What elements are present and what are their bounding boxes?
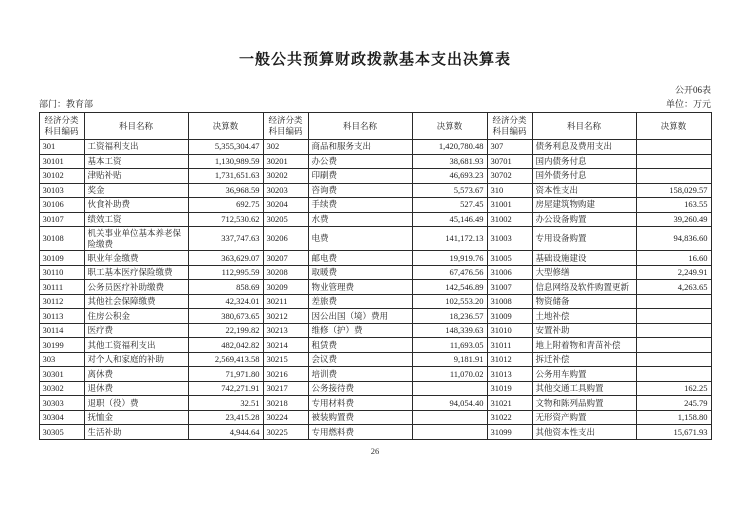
col-header-name: 科目名称 xyxy=(308,113,412,140)
subject-name-cell: 其他资本性支出 xyxy=(532,425,636,440)
subject-name-cell: 退职（役）费 xyxy=(84,396,188,411)
table-row xyxy=(39,154,711,169)
table-row xyxy=(39,367,711,382)
subject-code-cell: 30305 xyxy=(39,425,84,440)
subject-name-cell: 对个人和家庭的补助 xyxy=(84,352,188,367)
col-header-code-line1: 经济分类 xyxy=(492,115,527,126)
subject-code-cell: 30101 xyxy=(39,154,84,169)
amount-cell: 45,146.49 xyxy=(412,212,487,227)
subject-name-cell: 离休费 xyxy=(84,367,188,382)
amount-cell: 142,546.89 xyxy=(412,280,487,295)
amount-cell: 2,569,413.58 xyxy=(188,352,263,367)
subject-name-cell: 信息网络及软件购置更新 xyxy=(532,280,636,295)
subject-code-cell: 30113 xyxy=(39,309,84,324)
amount-cell: 11,070.02 xyxy=(412,367,487,382)
subject-name-cell: 国内债务付息 xyxy=(532,154,636,169)
subject-name-cell: 住房公积金 xyxy=(84,309,188,324)
subject-code-cell: 31007 xyxy=(487,280,532,295)
table-row xyxy=(39,309,711,324)
table-header xyxy=(39,113,711,140)
subject-code-cell: 30102 xyxy=(39,169,84,184)
amount-cell: 15,671.93 xyxy=(636,425,711,440)
subject-name-cell: 土地补偿 xyxy=(532,309,636,324)
subject-name-cell: 房屋建筑物购建 xyxy=(532,198,636,213)
subject-name-cell: 物资储备 xyxy=(532,294,636,309)
subject-code-cell: 31002 xyxy=(487,212,532,227)
table-row xyxy=(39,251,711,266)
subject-name-cell: 职业年金缴费 xyxy=(84,251,188,266)
table-row xyxy=(39,212,711,227)
subject-code-cell: 30205 xyxy=(263,212,308,227)
subject-code-cell: 31011 xyxy=(487,338,532,353)
subject-code-cell: 30202 xyxy=(263,169,308,184)
subject-name-cell: 伙食补助费 xyxy=(84,198,188,213)
header-row xyxy=(39,113,711,140)
amount-cell: 5,573.67 xyxy=(412,183,487,198)
subject-name-cell: 国外债务付息 xyxy=(532,169,636,184)
subject-code-cell: 30201 xyxy=(263,154,308,169)
col-header-amount: 决算数 xyxy=(636,113,711,140)
subject-name-cell: 办公设备购置 xyxy=(532,212,636,227)
subject-name-cell: 津贴补贴 xyxy=(84,169,188,184)
subject-name-cell: 商品和服务支出 xyxy=(308,140,412,155)
amount-cell xyxy=(636,154,711,169)
subject-name-cell: 手续费 xyxy=(308,198,412,213)
subject-code-cell: 31008 xyxy=(487,294,532,309)
subject-name-cell: 维修（护）费 xyxy=(308,323,412,338)
subject-name-cell: 邮电费 xyxy=(308,251,412,266)
subject-code-cell: 30112 xyxy=(39,294,84,309)
subject-name-cell: 咨询费 xyxy=(308,183,412,198)
subject-name-cell: 因公出国（境）费用 xyxy=(308,309,412,324)
subject-name-cell: 租赁费 xyxy=(308,338,412,353)
subject-code-cell: 30303 xyxy=(39,396,84,411)
amount-cell xyxy=(412,381,487,396)
table-row xyxy=(39,338,711,353)
amount-cell: 71,971.80 xyxy=(188,367,263,382)
subject-name-cell: 资本性支出 xyxy=(532,183,636,198)
subject-name-cell: 其他工资福利支出 xyxy=(84,338,188,353)
amount-cell: 712,530.62 xyxy=(188,212,263,227)
subject-code-cell: 30217 xyxy=(263,381,308,396)
page-number: 26 xyxy=(370,445,380,456)
amount-cell: 42,324.01 xyxy=(188,294,263,309)
amount-cell: 337,747.63 xyxy=(188,227,263,251)
subject-code-cell: 30109 xyxy=(39,251,84,266)
subject-code-cell: 30106 xyxy=(39,198,84,213)
page-title: 一般公共预算财政拨款基本支出决算表 xyxy=(238,52,511,68)
subject-code-cell: 31012 xyxy=(487,352,532,367)
subject-code-cell: 30111 xyxy=(39,280,84,295)
col-header-amount: 决算数 xyxy=(188,113,263,140)
subject-name-cell: 地上附着物和青苗补偿 xyxy=(532,338,636,353)
amount-cell: 2,249.91 xyxy=(636,265,711,280)
subject-code-cell: 30206 xyxy=(263,227,308,251)
amount-cell xyxy=(636,338,711,353)
table-row xyxy=(39,381,711,396)
amount-cell: 38,681.93 xyxy=(412,154,487,169)
amount-cell: 94,054.40 xyxy=(412,396,487,411)
subject-name-cell: 会议费 xyxy=(308,352,412,367)
col-header-amount: 决算数 xyxy=(412,113,487,140)
subject-name-cell: 职工基本医疗保险缴费 xyxy=(84,265,188,280)
subject-code-cell: 30304 xyxy=(39,410,84,425)
subject-code-cell: 30207 xyxy=(263,251,308,266)
col-header-code-line2: 科目编码 xyxy=(492,126,527,136)
subject-name-cell: 专用燃料费 xyxy=(308,425,412,440)
col-header-code-line1: 经济分类 xyxy=(268,115,303,126)
amount-cell: 1,731,651.63 xyxy=(188,169,263,184)
col-header-code-line2: 科目编码 xyxy=(44,126,79,136)
expenditure-table xyxy=(39,112,712,440)
amount-cell: 141,172.13 xyxy=(412,227,487,251)
amount-cell xyxy=(636,140,711,155)
amount-cell xyxy=(636,309,711,324)
subject-code-cell: 30216 xyxy=(263,367,308,382)
subject-name-cell: 抚恤金 xyxy=(84,410,188,425)
subject-name-cell: 债务利息及费用支出 xyxy=(532,140,636,155)
amount-cell: 9,181.91 xyxy=(412,352,487,367)
amount-cell: 94,836.60 xyxy=(636,227,711,251)
subject-name-cell: 绩效工资 xyxy=(84,212,188,227)
subject-code-cell: 30108 xyxy=(39,227,84,251)
table-row xyxy=(39,280,711,295)
amount-cell: 32.51 xyxy=(188,396,263,411)
amount-cell: 1,420,780.48 xyxy=(412,140,487,155)
subject-name-cell: 医疗费 xyxy=(84,323,188,338)
subject-name-cell: 退休费 xyxy=(84,381,188,396)
subject-code-cell: 30215 xyxy=(263,352,308,367)
col-header-code xyxy=(487,113,532,140)
subject-code-cell: 307 xyxy=(487,140,532,155)
subject-code-cell: 30208 xyxy=(263,265,308,280)
amount-cell: 742,271.91 xyxy=(188,381,263,396)
subject-code-cell: 30114 xyxy=(39,323,84,338)
subject-name-cell: 基本工资 xyxy=(84,154,188,169)
subject-code-cell: 30199 xyxy=(39,338,84,353)
amount-cell: 16.60 xyxy=(636,251,711,266)
subject-code-cell: 30213 xyxy=(263,323,308,338)
subject-code-cell: 31005 xyxy=(487,251,532,266)
subject-name-cell: 培训费 xyxy=(308,367,412,382)
subject-code-cell: 30702 xyxy=(487,169,532,184)
subject-name-cell: 无形资产购置 xyxy=(532,410,636,425)
amount-cell: 4,263.65 xyxy=(636,280,711,295)
subject-code-cell: 302 xyxy=(263,140,308,155)
subject-name-cell: 专用设备购置 xyxy=(532,227,636,251)
subject-name-cell: 生活补助 xyxy=(84,425,188,440)
subject-code-cell: 30204 xyxy=(263,198,308,213)
amount-cell xyxy=(636,367,711,382)
col-header-code xyxy=(263,113,308,140)
subject-name-cell: 其他交通工具购置 xyxy=(532,381,636,396)
amount-cell: 482,042.82 xyxy=(188,338,263,353)
col-header-code-line1: 经济分类 xyxy=(44,115,79,126)
amount-cell: 380,673.65 xyxy=(188,309,263,324)
amount-cell xyxy=(636,352,711,367)
subject-code-cell: 31001 xyxy=(487,198,532,213)
amount-cell: 158,029.57 xyxy=(636,183,711,198)
subject-name-cell: 取暖费 xyxy=(308,265,412,280)
department-label: 部门：教育部 xyxy=(39,99,94,109)
subject-code-cell: 30302 xyxy=(39,381,84,396)
sheet-label: 公开06表 xyxy=(674,85,711,95)
table-row xyxy=(39,183,711,198)
table-row xyxy=(39,352,711,367)
table-row xyxy=(39,323,711,338)
amount-cell: 245.79 xyxy=(636,396,711,411)
subject-code-cell: 303 xyxy=(39,352,84,367)
amount-cell: 163.55 xyxy=(636,198,711,213)
subject-name-cell: 工资福利支出 xyxy=(84,140,188,155)
amount-cell: 22,199.82 xyxy=(188,323,263,338)
subject-code-cell: 31022 xyxy=(487,410,532,425)
amount-cell: 527.45 xyxy=(412,198,487,213)
subject-code-cell: 31013 xyxy=(487,367,532,382)
table-row xyxy=(39,396,711,411)
subject-code-cell: 301 xyxy=(39,140,84,155)
table-row xyxy=(39,140,711,155)
subject-code-cell: 30103 xyxy=(39,183,84,198)
subject-code-cell: 30209 xyxy=(263,280,308,295)
subject-name-cell: 差旅费 xyxy=(308,294,412,309)
subject-code-cell: 30211 xyxy=(263,294,308,309)
amount-cell: 4,944.64 xyxy=(188,425,263,440)
subject-name-cell: 水费 xyxy=(308,212,412,227)
amount-cell xyxy=(412,425,487,440)
subject-code-cell: 30110 xyxy=(39,265,84,280)
subject-code-cell: 30224 xyxy=(263,410,308,425)
amount-cell: 46,693.23 xyxy=(412,169,487,184)
subject-code-cell: 30701 xyxy=(487,154,532,169)
subject-name-cell: 电费 xyxy=(308,227,412,251)
amount-cell: 11,693.05 xyxy=(412,338,487,353)
amount-cell: 19,919.76 xyxy=(412,251,487,266)
amount-cell: 1,158.80 xyxy=(636,410,711,425)
table-row xyxy=(39,294,711,309)
subject-code-cell: 30301 xyxy=(39,367,84,382)
subject-code-cell: 31099 xyxy=(487,425,532,440)
subject-name-cell: 专用材料费 xyxy=(308,396,412,411)
amount-cell: 39,260.49 xyxy=(636,212,711,227)
amount-cell: 858.69 xyxy=(188,280,263,295)
subject-code-cell: 30212 xyxy=(263,309,308,324)
subject-code-cell: 31003 xyxy=(487,227,532,251)
amount-cell: 36,968.59 xyxy=(188,183,263,198)
amount-cell: 1,130,989.59 xyxy=(188,154,263,169)
subject-code-cell: 31019 xyxy=(487,381,532,396)
amount-cell xyxy=(412,410,487,425)
col-header-name: 科目名称 xyxy=(532,113,636,140)
amount-cell xyxy=(636,169,711,184)
amount-cell: 67,476.56 xyxy=(412,265,487,280)
subject-code-cell: 30107 xyxy=(39,212,84,227)
table-body xyxy=(39,140,711,440)
subject-name-cell: 大型修缮 xyxy=(532,265,636,280)
table-row xyxy=(39,227,711,251)
table-row xyxy=(39,410,711,425)
subject-name-cell: 拆迁补偿 xyxy=(532,352,636,367)
subject-name-cell: 基础设施建设 xyxy=(532,251,636,266)
amount-cell: 112,995.59 xyxy=(188,265,263,280)
unit-label: 单位：万元 xyxy=(665,99,711,109)
table-row xyxy=(39,169,711,184)
amount-cell: 102,553.20 xyxy=(412,294,487,309)
subject-code-cell: 31009 xyxy=(487,309,532,324)
subject-name-cell: 被装购置费 xyxy=(308,410,412,425)
subject-code-cell: 31021 xyxy=(487,396,532,411)
col-header-name: 科目名称 xyxy=(84,113,188,140)
subject-name-cell: 印刷费 xyxy=(308,169,412,184)
amount-cell: 5,355,304.47 xyxy=(188,140,263,155)
table-row xyxy=(39,198,711,213)
amount-cell xyxy=(636,323,711,338)
subject-name-cell: 奖金 xyxy=(84,183,188,198)
subject-name-cell: 公务员医疗补助缴费 xyxy=(84,280,188,295)
amount-cell: 692.75 xyxy=(188,198,263,213)
subject-name-cell: 安置补助 xyxy=(532,323,636,338)
col-header-code-line2: 科目编码 xyxy=(268,126,303,136)
amount-cell: 18,236.57 xyxy=(412,309,487,324)
col-header-code xyxy=(39,113,84,140)
subject-code-cell: 30214 xyxy=(263,338,308,353)
table-row xyxy=(39,265,711,280)
amount-cell: 162.25 xyxy=(636,381,711,396)
amount-cell xyxy=(636,294,711,309)
subject-code-cell: 30225 xyxy=(263,425,308,440)
table-row xyxy=(39,425,711,440)
subject-name-cell: 机关事业单位基本养老保险缴费 xyxy=(84,227,188,251)
subject-name-cell: 文物和陈列品购置 xyxy=(532,396,636,411)
subject-code-cell: 30218 xyxy=(263,396,308,411)
table-meta xyxy=(39,83,711,110)
subject-name-cell: 公务接待费 xyxy=(308,381,412,396)
subject-name-cell: 公务用车购置 xyxy=(532,367,636,382)
subject-name-cell: 其他社会保障缴费 xyxy=(84,294,188,309)
subject-code-cell: 31010 xyxy=(487,323,532,338)
amount-cell: 23,415.28 xyxy=(188,410,263,425)
subject-name-cell: 物业管理费 xyxy=(308,280,412,295)
subject-code-cell: 30203 xyxy=(263,183,308,198)
subject-code-cell: 310 xyxy=(487,183,532,198)
subject-name-cell: 办公费 xyxy=(308,154,412,169)
amount-cell: 363,629.07 xyxy=(188,251,263,266)
amount-cell: 148,339.63 xyxy=(412,323,487,338)
subject-code-cell: 31006 xyxy=(487,265,532,280)
